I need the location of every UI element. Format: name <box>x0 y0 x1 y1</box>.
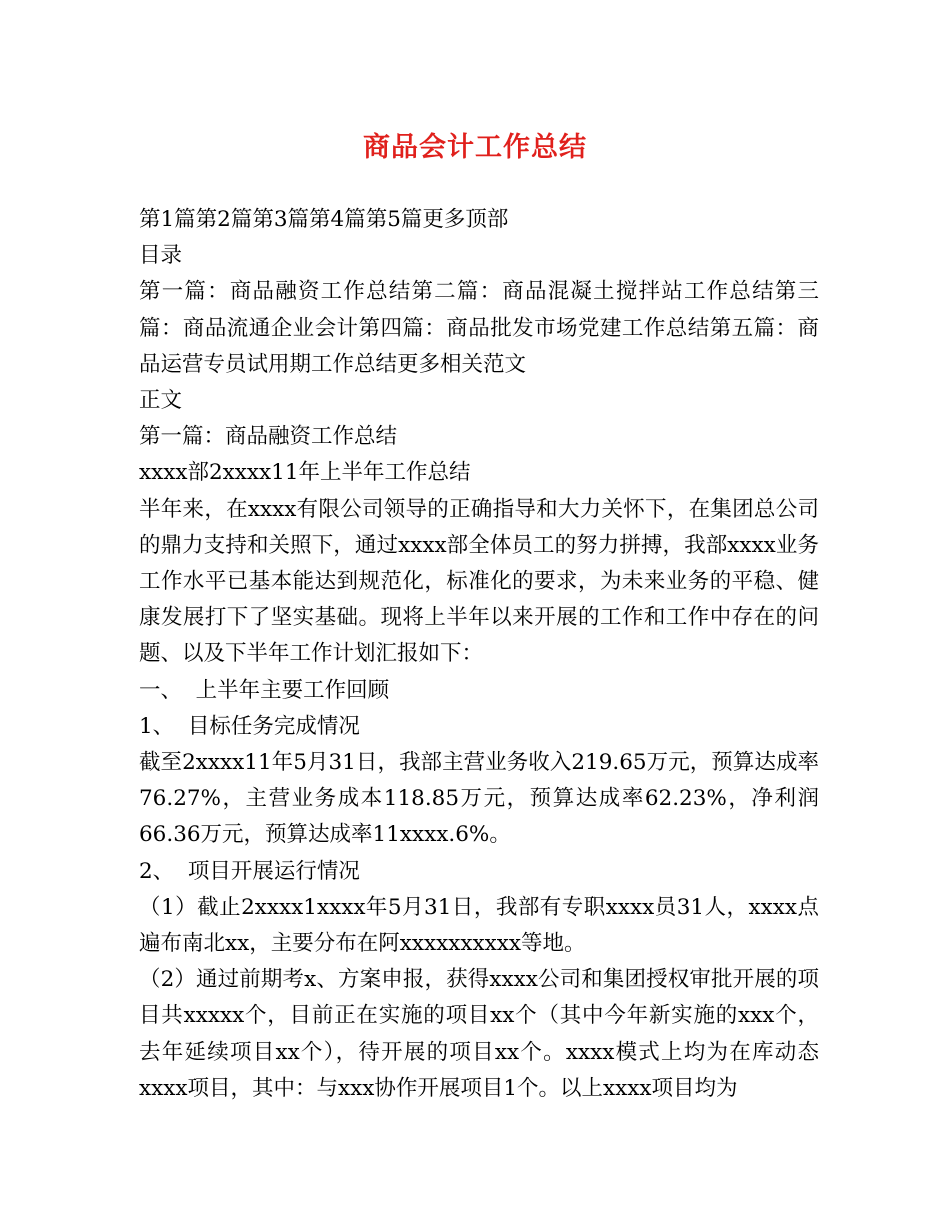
subsection-heading: 2、 项目开展运行情况 <box>139 858 360 884</box>
section-heading: 一、 上半年主要工作回顾 <box>139 677 390 703</box>
report-title: xxxx部2xxxx11年上半年工作总结 <box>139 460 471 486</box>
item-paragraph: （1）截止2xxxx1xxxx年5月31日，我部有专职xxxx员31人，xxxx点遍布南北xx，主要分布在阿xxxxxxxxxx等地。 <box>139 894 819 957</box>
body-heading: 正文 <box>139 388 183 414</box>
intro-paragraph: 半年来，在xxxx有限公司领导的正确指导和大力关怀下，在集团总公司的鼎力支持和关照下，通过xxxx部全体员工的努力拼搏，我部xxxx业务工作水平已基本能达到规范化，标准化的要求，为未来业务的平稳、健康发展打下了坚实基础。现将上半年以来开展的工作和工作中存在的问题、以及下半年工作计划汇报如下： <box>139 496 819 667</box>
toc-list: 第一篇：商品融资工作总结第二篇：商品混凝土搅拌站工作总结第三篇：商品流通企业会计第四篇：商品批发市场党建工作总结第五篇：商品运营专员试用期工作总结更多相关范文 <box>139 279 819 377</box>
item-paragraph: （2）通过前期考x、方案申报，获得xxxx公司和集团授权审批开展的项目共xxxxx个，目前正在实施的项目xx个（其中今年新实施的xxx个，去年延续项目xx个），待开展的项目xx个。xxxx模式上均为在库动态xxxx项目，其中：与xxx协作开展项目1个。以上xxxx项目均为 <box>139 967 819 1101</box>
document-body <box>139 202 819 1107</box>
part-title: 第一篇：商品融资工作总结 <box>139 424 398 450</box>
toc-heading: 目录 <box>139 243 183 269</box>
nav-links: 第1篇第2篇第3篇第4篇第5篇更多顶部 <box>139 207 509 232</box>
subsection-heading: 1、 目标任务完成情况 <box>139 713 360 739</box>
targets-paragraph: 截至2xxxx11年5月31日，我部主营业务收入219.65万元，预算达成率76.27%，主营业务成本118.85万元，预算达成率62.23%，净利润66.36万元，预算达成率11xxxx.6%。 <box>139 750 819 848</box>
document-title: 商品会计工作总结 <box>363 132 587 163</box>
